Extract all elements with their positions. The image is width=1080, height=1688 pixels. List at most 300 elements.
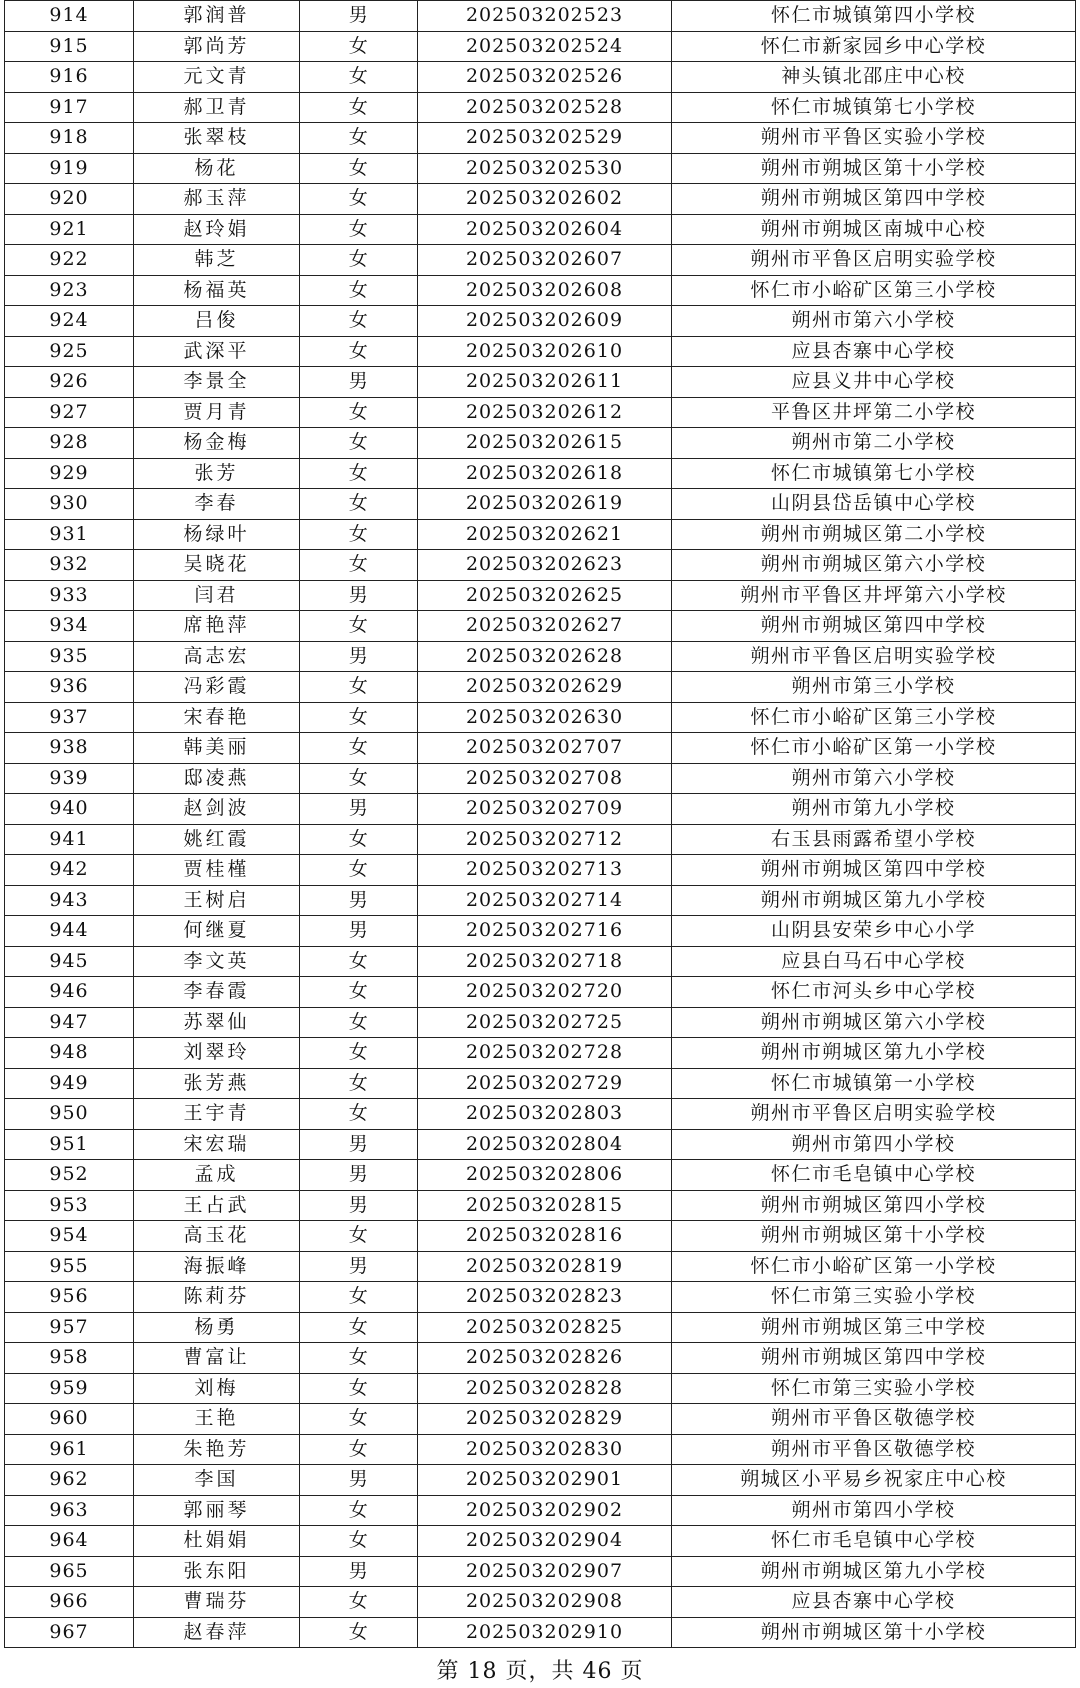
table-row xyxy=(5,1434,1076,1465)
row-number-cell: 959 xyxy=(5,1373,134,1404)
school-cell: 朔州市朔城区第四中学校 xyxy=(672,1343,1076,1374)
name-cell: 武深平 xyxy=(134,336,300,367)
table-row xyxy=(5,1312,1076,1343)
row-number-cell: 953 xyxy=(5,1190,134,1221)
row-number-cell: 914 xyxy=(5,1,134,32)
gender-cell: 女 xyxy=(300,1434,418,1465)
table-row xyxy=(5,31,1076,62)
gender-cell: 男 xyxy=(300,1129,418,1160)
table-row xyxy=(5,1007,1076,1038)
table-row xyxy=(5,916,1076,947)
school-cell: 朔州市第九小学校 xyxy=(672,794,1076,825)
exam-number-cell: 202503202804 xyxy=(418,1129,672,1160)
exam-number-cell: 202503202609 xyxy=(418,306,672,337)
table-row xyxy=(5,214,1076,245)
gender-cell: 男 xyxy=(300,1190,418,1221)
exam-number-cell: 202503202630 xyxy=(418,702,672,733)
school-cell: 怀仁市河头乡中心学校 xyxy=(672,977,1076,1008)
table-row xyxy=(5,641,1076,672)
name-cell: 孟成 xyxy=(134,1160,300,1191)
school-cell: 怀仁市小峪矿区第三小学校 xyxy=(672,702,1076,733)
row-number-cell: 928 xyxy=(5,428,134,459)
table-row xyxy=(5,611,1076,642)
row-number-cell: 932 xyxy=(5,550,134,581)
gender-cell: 男 xyxy=(300,641,418,672)
table-row xyxy=(5,336,1076,367)
exam-number-cell: 202503202728 xyxy=(418,1038,672,1069)
school-cell: 朔州市平鲁区敬德学校 xyxy=(672,1434,1076,1465)
name-cell: 高玉花 xyxy=(134,1221,300,1252)
school-cell: 朔州市朔城区第九小学校 xyxy=(672,885,1076,916)
row-number-cell: 958 xyxy=(5,1343,134,1374)
table-row xyxy=(5,123,1076,154)
exam-number-cell: 202503202611 xyxy=(418,367,672,398)
table-row xyxy=(5,1,1076,32)
row-number-cell: 943 xyxy=(5,885,134,916)
table-row xyxy=(5,550,1076,581)
name-cell: 张芳燕 xyxy=(134,1068,300,1099)
school-cell: 怀仁市小峪矿区第一小学校 xyxy=(672,1251,1076,1282)
row-number-cell: 946 xyxy=(5,977,134,1008)
name-cell: 苏翠仙 xyxy=(134,1007,300,1038)
row-number-cell: 936 xyxy=(5,672,134,703)
school-cell: 神头镇北邵庄中心校 xyxy=(672,62,1076,93)
table-row xyxy=(5,580,1076,611)
gender-cell: 女 xyxy=(300,1373,418,1404)
table-row xyxy=(5,1495,1076,1526)
name-cell: 张芳 xyxy=(134,458,300,489)
row-number-cell: 917 xyxy=(5,92,134,123)
table-row xyxy=(5,763,1076,794)
row-number-cell: 955 xyxy=(5,1251,134,1282)
school-cell: 朔州市朔城区第四中学校 xyxy=(672,611,1076,642)
row-number-cell: 966 xyxy=(5,1587,134,1618)
exam-number-cell: 202503202714 xyxy=(418,885,672,916)
gender-cell: 女 xyxy=(300,123,418,154)
name-cell: 吴晓花 xyxy=(134,550,300,581)
gender-cell: 女 xyxy=(300,1038,418,1069)
exam-number-cell: 202503202524 xyxy=(418,31,672,62)
name-cell: 曹富让 xyxy=(134,1343,300,1374)
exam-number-cell: 202503202628 xyxy=(418,641,672,672)
gender-cell: 女 xyxy=(300,733,418,764)
school-cell: 朔州市朔城区第二小学校 xyxy=(672,519,1076,550)
gender-cell: 女 xyxy=(300,1068,418,1099)
gender-cell: 男 xyxy=(300,1251,418,1282)
exam-number-cell: 202503202901 xyxy=(418,1465,672,1496)
gender-cell: 男 xyxy=(300,1,418,32)
school-cell: 怀仁市城镇第四小学校 xyxy=(672,1,1076,32)
name-cell: 杨勇 xyxy=(134,1312,300,1343)
table-row xyxy=(5,1251,1076,1282)
row-number-cell: 934 xyxy=(5,611,134,642)
exam-number-cell: 202503202607 xyxy=(418,245,672,276)
name-cell: 李春 xyxy=(134,489,300,520)
row-number-cell: 944 xyxy=(5,916,134,947)
school-cell: 怀仁市毛皂镇中心学校 xyxy=(672,1526,1076,1557)
exam-number-cell: 202503202604 xyxy=(418,214,672,245)
school-cell: 朔州市平鲁区启明实验学校 xyxy=(672,641,1076,672)
row-number-cell: 956 xyxy=(5,1282,134,1313)
school-cell: 朔州市朔城区第六小学校 xyxy=(672,1007,1076,1038)
school-cell: 朔州市第三小学校 xyxy=(672,672,1076,703)
exam-number-cell: 202503202907 xyxy=(418,1556,672,1587)
gender-cell: 女 xyxy=(300,824,418,855)
table-row xyxy=(5,1221,1076,1252)
name-cell: 杨金梅 xyxy=(134,428,300,459)
school-cell: 怀仁市毛皂镇中心学校 xyxy=(672,1160,1076,1191)
table-row xyxy=(5,245,1076,276)
candidate-table xyxy=(4,0,1076,1648)
gender-cell: 女 xyxy=(300,62,418,93)
exam-number-cell: 202503202529 xyxy=(418,123,672,154)
name-cell: 曹瑞芬 xyxy=(134,1587,300,1618)
row-number-cell: 949 xyxy=(5,1068,134,1099)
gender-cell: 男 xyxy=(300,1556,418,1587)
exam-number-cell: 202503202612 xyxy=(418,397,672,428)
gender-cell: 男 xyxy=(300,580,418,611)
name-cell: 韩芝 xyxy=(134,245,300,276)
school-cell: 山阴县岱岳镇中心学校 xyxy=(672,489,1076,520)
gender-cell: 女 xyxy=(300,763,418,794)
exam-number-cell: 202503202902 xyxy=(418,1495,672,1526)
school-cell: 怀仁市第三实验小学校 xyxy=(672,1282,1076,1313)
table-row xyxy=(5,1343,1076,1374)
table-row xyxy=(5,275,1076,306)
gender-cell: 女 xyxy=(300,1495,418,1526)
exam-number-cell: 202503202526 xyxy=(418,62,672,93)
exam-number-cell: 202503202713 xyxy=(418,855,672,886)
gender-cell: 女 xyxy=(300,1526,418,1557)
table-row xyxy=(5,702,1076,733)
exam-number-cell: 202503202828 xyxy=(418,1373,672,1404)
name-cell: 杨福英 xyxy=(134,275,300,306)
school-cell: 朔城区小平易乡祝家庄中心校 xyxy=(672,1465,1076,1496)
school-cell: 怀仁市小峪矿区第三小学校 xyxy=(672,275,1076,306)
exam-number-cell: 202503202530 xyxy=(418,153,672,184)
exam-number-cell: 202503202716 xyxy=(418,916,672,947)
gender-cell: 女 xyxy=(300,946,418,977)
table-row xyxy=(5,1617,1076,1648)
row-number-cell: 948 xyxy=(5,1038,134,1069)
school-cell: 怀仁市小峪矿区第一小学校 xyxy=(672,733,1076,764)
row-number-cell: 954 xyxy=(5,1221,134,1252)
gender-cell: 女 xyxy=(300,397,418,428)
table-row xyxy=(5,1556,1076,1587)
row-number-cell: 945 xyxy=(5,946,134,977)
gender-cell: 女 xyxy=(300,1221,418,1252)
gender-cell: 男 xyxy=(300,916,418,947)
gender-cell: 女 xyxy=(300,1007,418,1038)
row-number-cell: 937 xyxy=(5,702,134,733)
exam-number-cell: 202503202720 xyxy=(418,977,672,1008)
row-number-cell: 916 xyxy=(5,62,134,93)
name-cell: 赵玲娟 xyxy=(134,214,300,245)
name-cell: 韩美丽 xyxy=(134,733,300,764)
school-cell: 朔州市朔城区第九小学校 xyxy=(672,1038,1076,1069)
school-cell: 朔州市朔城区第六小学校 xyxy=(672,550,1076,581)
table-row xyxy=(5,1160,1076,1191)
exam-number-cell: 202503202621 xyxy=(418,519,672,550)
row-number-cell: 962 xyxy=(5,1465,134,1496)
school-cell: 朔州市第六小学校 xyxy=(672,763,1076,794)
table-row xyxy=(5,977,1076,1008)
exam-number-cell: 202503202615 xyxy=(418,428,672,459)
table-row xyxy=(5,733,1076,764)
exam-number-cell: 202503202619 xyxy=(418,489,672,520)
exam-number-cell: 202503202627 xyxy=(418,611,672,642)
candidate-list-sheet xyxy=(4,0,1075,1648)
row-number-cell: 918 xyxy=(5,123,134,154)
row-number-cell: 915 xyxy=(5,31,134,62)
school-cell: 怀仁市第三实验小学校 xyxy=(672,1373,1076,1404)
name-cell: 高志宏 xyxy=(134,641,300,672)
exam-number-cell: 202503202608 xyxy=(418,275,672,306)
name-cell: 杜娟娟 xyxy=(134,1526,300,1557)
school-cell: 朔州市平鲁区敬德学校 xyxy=(672,1404,1076,1435)
row-number-cell: 927 xyxy=(5,397,134,428)
gender-cell: 女 xyxy=(300,672,418,703)
name-cell: 郭丽琴 xyxy=(134,1495,300,1526)
name-cell: 宋春艳 xyxy=(134,702,300,733)
school-cell: 怀仁市新家园乡中心学校 xyxy=(672,31,1076,62)
row-number-cell: 922 xyxy=(5,245,134,276)
table-row xyxy=(5,1068,1076,1099)
gender-cell: 女 xyxy=(300,550,418,581)
school-cell: 应县白马石中心学校 xyxy=(672,946,1076,977)
school-cell: 朔州市朔城区第四小学校 xyxy=(672,1190,1076,1221)
school-cell: 怀仁市城镇第七小学校 xyxy=(672,92,1076,123)
name-cell: 李景全 xyxy=(134,367,300,398)
row-number-cell: 935 xyxy=(5,641,134,672)
row-number-cell: 960 xyxy=(5,1404,134,1435)
exam-number-cell: 202503202523 xyxy=(418,1,672,32)
table-row xyxy=(5,458,1076,489)
row-number-cell: 950 xyxy=(5,1099,134,1130)
name-cell: 杨绿叶 xyxy=(134,519,300,550)
gender-cell: 男 xyxy=(300,1160,418,1191)
name-cell: 姚红霞 xyxy=(134,824,300,855)
table-row xyxy=(5,1526,1076,1557)
school-cell: 朔州市平鲁区启明实验学校 xyxy=(672,1099,1076,1130)
name-cell: 贾月青 xyxy=(134,397,300,428)
row-number-cell: 940 xyxy=(5,794,134,825)
table-row xyxy=(5,184,1076,215)
table-row xyxy=(5,397,1076,428)
table-row xyxy=(5,1190,1076,1221)
table-row xyxy=(5,946,1076,977)
gender-cell: 女 xyxy=(300,977,418,1008)
table-row xyxy=(5,367,1076,398)
school-cell: 朔州市第四小学校 xyxy=(672,1495,1076,1526)
school-cell: 朔州市朔城区第九小学校 xyxy=(672,1556,1076,1587)
row-number-cell: 931 xyxy=(5,519,134,550)
name-cell: 张东阳 xyxy=(134,1556,300,1587)
exam-number-cell: 202503202707 xyxy=(418,733,672,764)
exam-number-cell: 202503202830 xyxy=(418,1434,672,1465)
table-row xyxy=(5,153,1076,184)
row-number-cell: 923 xyxy=(5,275,134,306)
school-cell: 朔州市平鲁区井坪第六小学校 xyxy=(672,580,1076,611)
name-cell: 王占武 xyxy=(134,1190,300,1221)
name-cell: 王艳 xyxy=(134,1404,300,1435)
exam-number-cell: 202503202825 xyxy=(418,1312,672,1343)
name-cell: 何继夏 xyxy=(134,916,300,947)
table-row xyxy=(5,1465,1076,1496)
school-cell: 朔州市朔城区第三中学校 xyxy=(672,1312,1076,1343)
exam-number-cell: 202503202904 xyxy=(418,1526,672,1557)
school-cell: 朔州市第四小学校 xyxy=(672,1129,1076,1160)
table-row xyxy=(5,1404,1076,1435)
name-cell: 海振峰 xyxy=(134,1251,300,1282)
exam-number-cell: 202503202816 xyxy=(418,1221,672,1252)
school-cell: 应县杏寨中心学校 xyxy=(672,336,1076,367)
row-number-cell: 965 xyxy=(5,1556,134,1587)
candidate-table-body xyxy=(5,1,1076,1648)
row-number-cell: 920 xyxy=(5,184,134,215)
gender-cell: 女 xyxy=(300,458,418,489)
name-cell: 刘翠玲 xyxy=(134,1038,300,1069)
name-cell: 郝卫青 xyxy=(134,92,300,123)
exam-number-cell: 202503202806 xyxy=(418,1160,672,1191)
name-cell: 王宇青 xyxy=(134,1099,300,1130)
school-cell: 应县杏寨中心学校 xyxy=(672,1587,1076,1618)
exam-number-cell: 202503202826 xyxy=(418,1343,672,1374)
name-cell: 邸凌燕 xyxy=(134,763,300,794)
row-number-cell: 921 xyxy=(5,214,134,245)
name-cell: 赵剑波 xyxy=(134,794,300,825)
page-number-footer: 第 18 页，共 46 页 xyxy=(436,1659,644,1684)
row-number-cell: 963 xyxy=(5,1495,134,1526)
row-number-cell: 926 xyxy=(5,367,134,398)
gender-cell: 女 xyxy=(300,1282,418,1313)
exam-number-cell: 202503202625 xyxy=(418,580,672,611)
exam-number-cell: 202503202725 xyxy=(418,1007,672,1038)
school-cell: 怀仁市城镇第七小学校 xyxy=(672,458,1076,489)
name-cell: 郝玉萍 xyxy=(134,184,300,215)
table-row xyxy=(5,1587,1076,1618)
exam-number-cell: 202503202629 xyxy=(418,672,672,703)
gender-cell: 男 xyxy=(300,885,418,916)
gender-cell: 女 xyxy=(300,336,418,367)
table-row xyxy=(5,885,1076,916)
gender-cell: 男 xyxy=(300,367,418,398)
gender-cell: 女 xyxy=(300,1312,418,1343)
table-row xyxy=(5,92,1076,123)
name-cell: 李春霞 xyxy=(134,977,300,1008)
exam-number-cell: 202503202908 xyxy=(418,1587,672,1618)
name-cell: 贾桂槿 xyxy=(134,855,300,886)
gender-cell: 女 xyxy=(300,1099,418,1130)
table-row xyxy=(5,1373,1076,1404)
name-cell: 郭润普 xyxy=(134,1,300,32)
school-cell: 平鲁区井坪第二小学校 xyxy=(672,397,1076,428)
name-cell: 元文青 xyxy=(134,62,300,93)
gender-cell: 女 xyxy=(300,1404,418,1435)
gender-cell: 女 xyxy=(300,519,418,550)
gender-cell: 男 xyxy=(300,794,418,825)
exam-number-cell: 202503202712 xyxy=(418,824,672,855)
school-cell: 怀仁市城镇第一小学校 xyxy=(672,1068,1076,1099)
name-cell: 席艳萍 xyxy=(134,611,300,642)
row-number-cell: 952 xyxy=(5,1160,134,1191)
row-number-cell: 929 xyxy=(5,458,134,489)
exam-number-cell: 202503202729 xyxy=(418,1068,672,1099)
exam-number-cell: 202503202610 xyxy=(418,336,672,367)
gender-cell: 女 xyxy=(300,245,418,276)
exam-number-cell: 202503202803 xyxy=(418,1099,672,1130)
row-number-cell: 919 xyxy=(5,153,134,184)
table-row xyxy=(5,489,1076,520)
school-cell: 朔州市朔城区第十小学校 xyxy=(672,153,1076,184)
exam-number-cell: 202503202718 xyxy=(418,946,672,977)
row-number-cell: 925 xyxy=(5,336,134,367)
name-cell: 李文英 xyxy=(134,946,300,977)
exam-number-cell: 202503202829 xyxy=(418,1404,672,1435)
gender-cell: 女 xyxy=(300,92,418,123)
school-cell: 朔州市朔城区第十小学校 xyxy=(672,1221,1076,1252)
row-number-cell: 957 xyxy=(5,1312,134,1343)
table-row xyxy=(5,672,1076,703)
name-cell: 冯彩霞 xyxy=(134,672,300,703)
exam-number-cell: 202503202618 xyxy=(418,458,672,489)
table-row xyxy=(5,794,1076,825)
row-number-cell: 961 xyxy=(5,1434,134,1465)
name-cell: 李国 xyxy=(134,1465,300,1496)
table-row xyxy=(5,428,1076,459)
row-number-cell: 941 xyxy=(5,824,134,855)
gender-cell: 女 xyxy=(300,428,418,459)
exam-number-cell: 202503202823 xyxy=(418,1282,672,1313)
name-cell: 刘梅 xyxy=(134,1373,300,1404)
gender-cell: 女 xyxy=(300,184,418,215)
table-row xyxy=(5,824,1076,855)
exam-number-cell: 202503202602 xyxy=(418,184,672,215)
row-number-cell: 964 xyxy=(5,1526,134,1557)
exam-number-cell: 202503202910 xyxy=(418,1617,672,1648)
name-cell: 闫君 xyxy=(134,580,300,611)
table-row xyxy=(5,1129,1076,1160)
school-cell: 朔州市第六小学校 xyxy=(672,306,1076,337)
gender-cell: 女 xyxy=(300,611,418,642)
name-cell: 杨花 xyxy=(134,153,300,184)
school-cell: 山阴县安荣乡中心小学 xyxy=(672,916,1076,947)
name-cell: 陈莉芬 xyxy=(134,1282,300,1313)
row-number-cell: 951 xyxy=(5,1129,134,1160)
name-cell: 赵春萍 xyxy=(134,1617,300,1648)
school-cell: 朔州市朔城区第十小学校 xyxy=(672,1617,1076,1648)
exam-number-cell: 202503202815 xyxy=(418,1190,672,1221)
row-number-cell: 933 xyxy=(5,580,134,611)
name-cell: 张翠枝 xyxy=(134,123,300,154)
school-cell: 朔州市第二小学校 xyxy=(672,428,1076,459)
gender-cell: 女 xyxy=(300,31,418,62)
gender-cell: 女 xyxy=(300,153,418,184)
name-cell: 郭尚芳 xyxy=(134,31,300,62)
gender-cell: 女 xyxy=(300,1343,418,1374)
gender-cell: 女 xyxy=(300,855,418,886)
gender-cell: 女 xyxy=(300,1587,418,1618)
exam-number-cell: 202503202709 xyxy=(418,794,672,825)
name-cell: 朱艳芳 xyxy=(134,1434,300,1465)
gender-cell: 女 xyxy=(300,702,418,733)
school-cell: 朔州市平鲁区启明实验学校 xyxy=(672,245,1076,276)
table-row xyxy=(5,1038,1076,1069)
row-number-cell: 938 xyxy=(5,733,134,764)
school-cell: 朔州市朔城区第四中学校 xyxy=(672,855,1076,886)
table-row xyxy=(5,1282,1076,1313)
table-row xyxy=(5,519,1076,550)
